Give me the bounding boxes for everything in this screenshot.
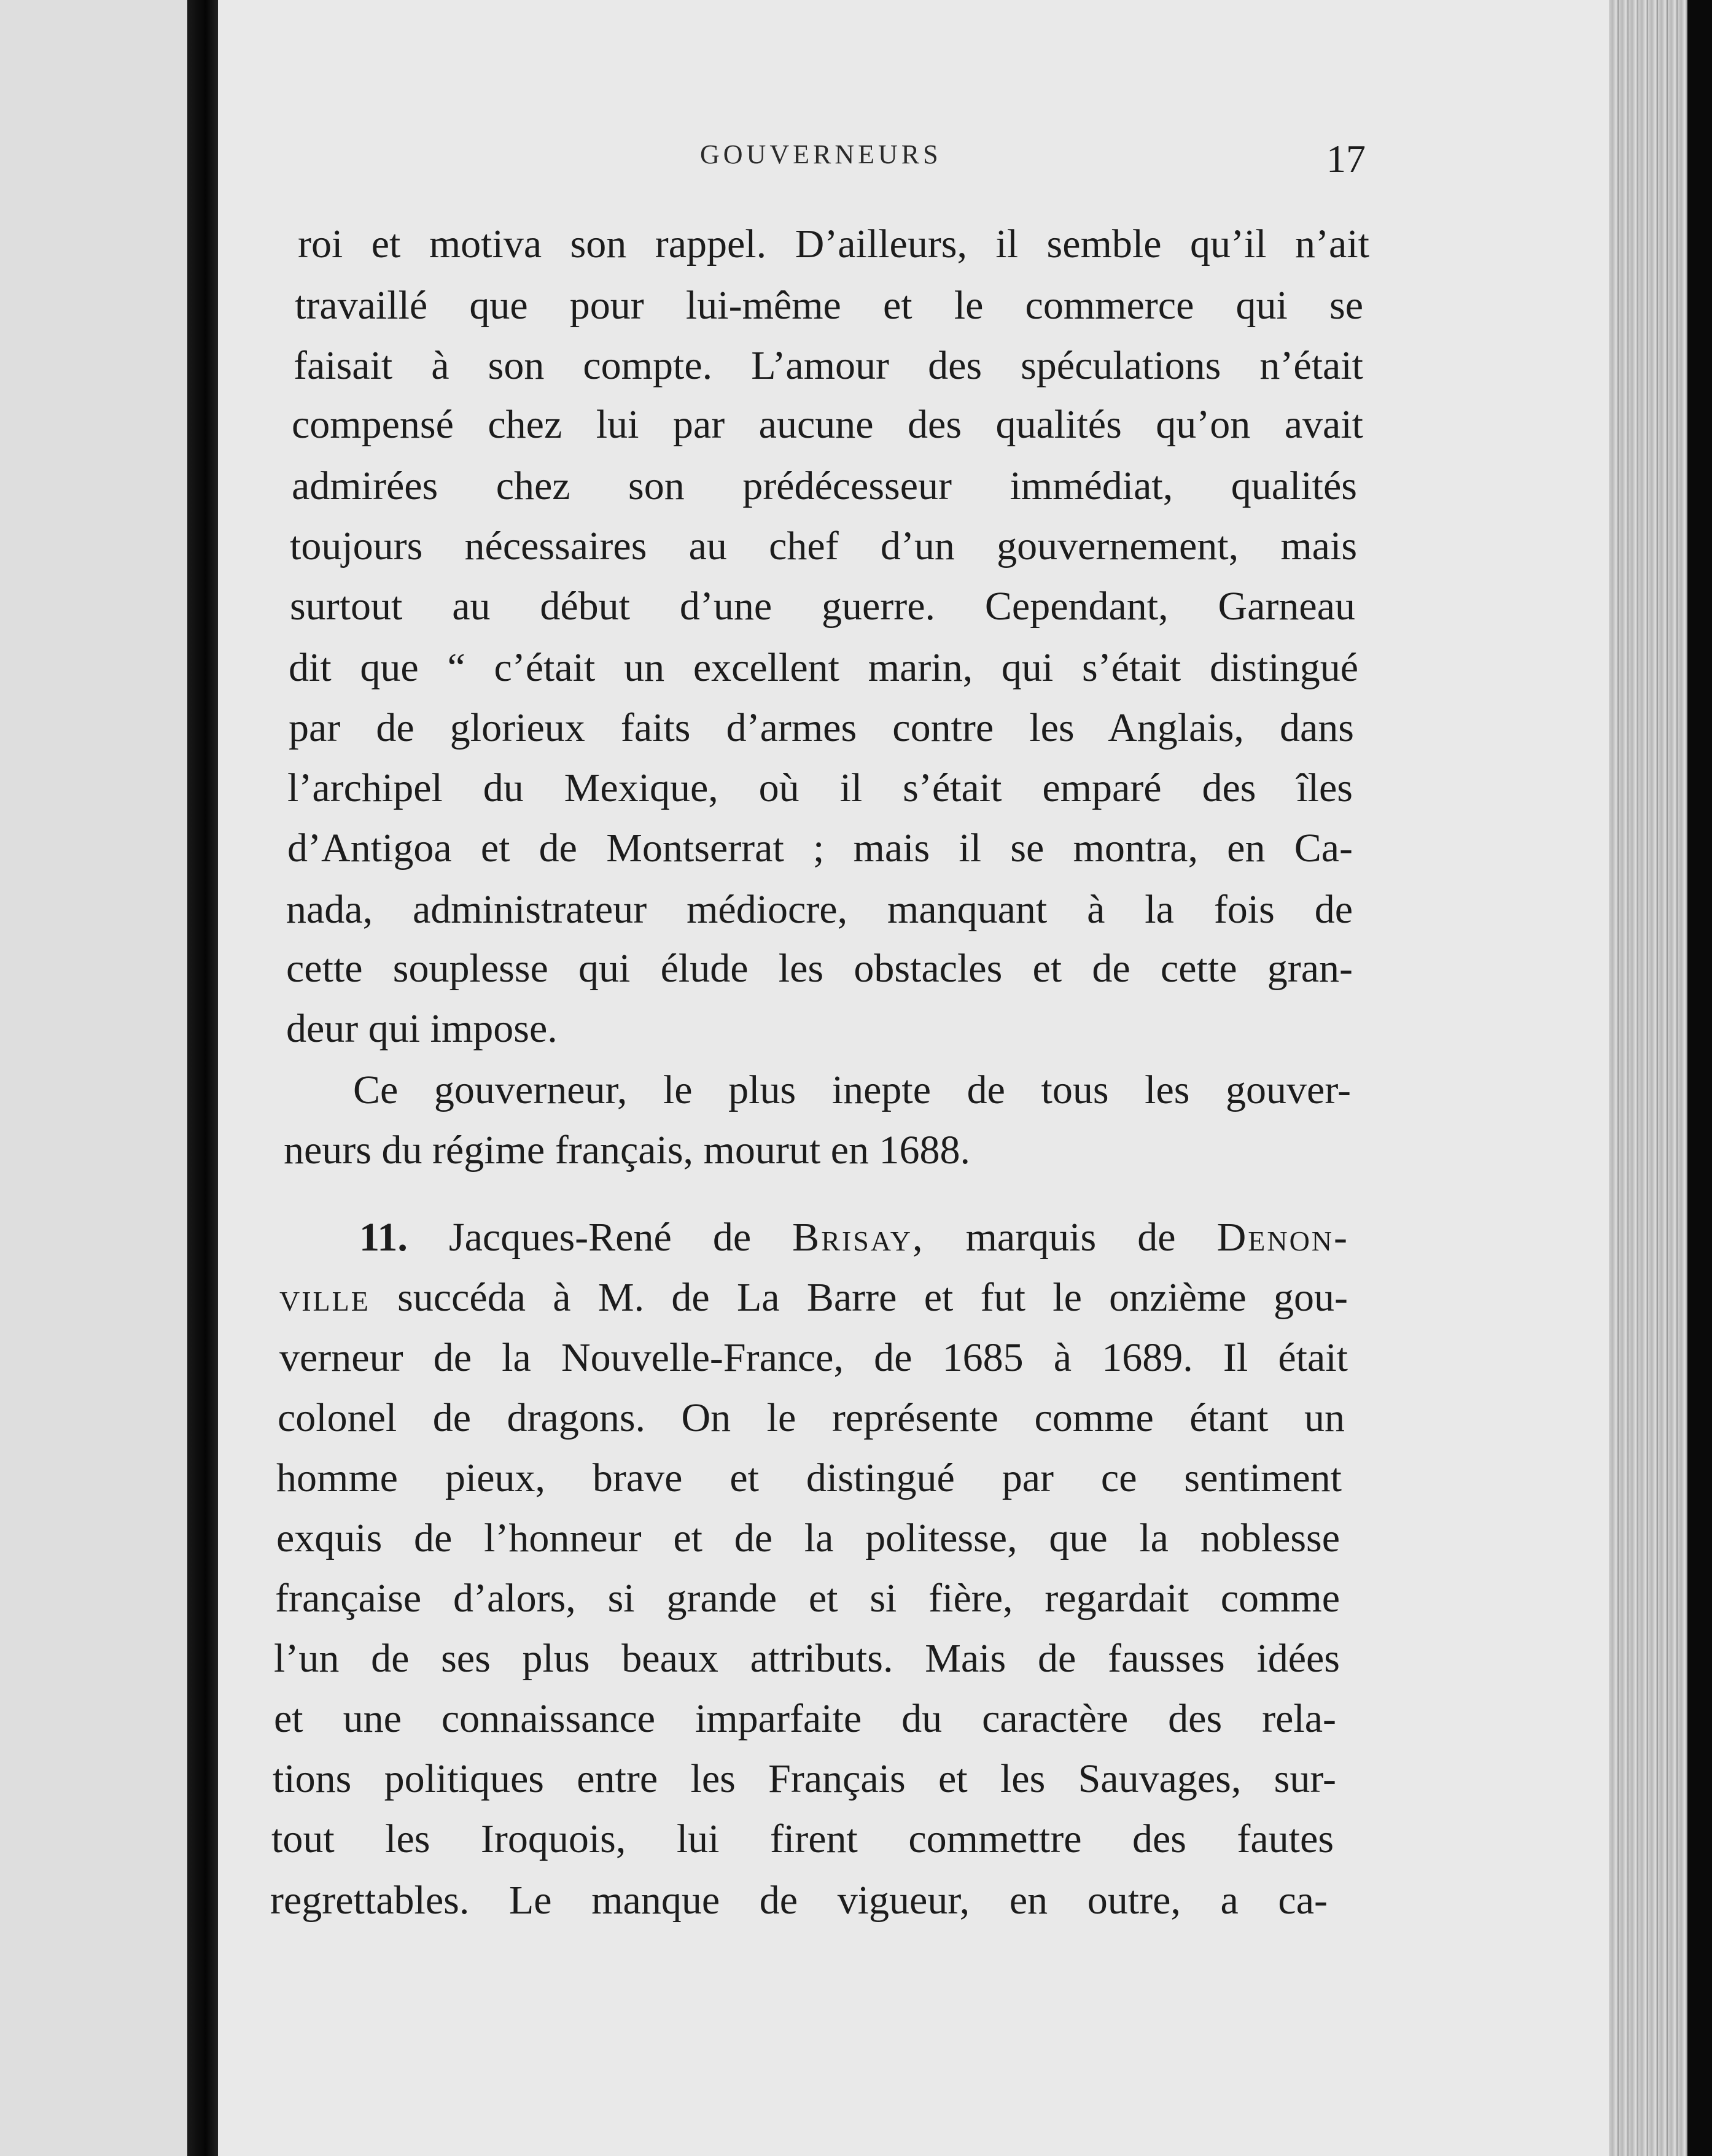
running-head: GOUVERNEURS: [700, 139, 942, 169]
text-line: tions politiques entre les Français et les Sauvages, sur-: [273, 1756, 1336, 1801]
paragraph-number: 11.: [359, 1215, 408, 1260]
text-line: exquis de l’honneur et de la politesse, que la noblesse: [276, 1516, 1340, 1561]
surname: Brisay,: [792, 1215, 925, 1260]
text-line: regrettables. Le manque de vigueur, en outre, a ca-: [270, 1878, 1328, 1923]
text-span: succéda à M. de La Barre et fut le onzième gou-: [397, 1275, 1348, 1320]
left-page: [0, 0, 187, 2156]
paragraph-11-first-line: [359, 1213, 1349, 1262]
text-line: l’archipel du Mexique, où il s’était emparé des îles: [287, 766, 1353, 810]
text-line: homme pieux, brave et distingué par ce sentiment: [276, 1456, 1342, 1500]
text-line: admirées chez son prédécesseur immédiat, qualités: [292, 463, 1357, 508]
text-line: tout les Iroquois, lui firent commettre des fautes: [271, 1817, 1334, 1861]
text-line: Ce gouverneur, le plus inepte de tous les gouver-: [353, 1068, 1351, 1112]
paragraph-11-second-line: [279, 1273, 1348, 1322]
text-line: par de glorieux faits d’armes contre les Anglais, dans: [289, 705, 1354, 750]
text-line: et une connaissance imparfaite du caractère des rela-: [274, 1696, 1336, 1741]
text-line: dit que “ c’était un excellent marin, qui s’était distingué: [289, 645, 1358, 690]
text-span: marquis de: [965, 1215, 1176, 1260]
text-line: roi et motiva son rappel. D’ailleurs, il semble qu’il n’ait: [298, 222, 1369, 266]
text-line: travaillé que pour lui-même et le commerce qui se: [295, 283, 1363, 328]
text-line: compensé chez lui par aucune des qualités qu’on avait: [292, 402, 1363, 447]
book-gutter: [187, 0, 218, 2156]
text-span: Jacques-René de: [448, 1215, 752, 1260]
title-name: Denon-: [1216, 1215, 1350, 1260]
text-line: nada, administrateur médiocre, manquant à la fois de: [286, 887, 1353, 932]
text-line: l’un de ses plus beaux attributs. Mais de fausses idées: [274, 1636, 1340, 1681]
text-line: faisait à son compte. L’amour des spéculations n’était: [294, 343, 1363, 388]
text-line: colonel de dragons. On le représente comme étant un: [278, 1395, 1345, 1440]
page-edges: [1609, 0, 1712, 2156]
text-line: deur qui impose.: [286, 1006, 558, 1051]
title-name: ville: [279, 1275, 370, 1320]
text-line: d’Antigoa et de Montserrat ; mais il se montra, en Ca-: [287, 826, 1353, 871]
text-line: cette souplesse qui élude les obstacles et de cette gran-: [286, 946, 1353, 991]
text-line: toujours nécessaires au chef d’un gouvernement, mais: [290, 524, 1357, 568]
book-cover-edge: [1687, 0, 1712, 2156]
text-line: verneur de la Nouvelle-France, de 1685 à 1689. Il était: [279, 1335, 1348, 1380]
text-line: française d’alors, si grande et si fière, regardait comme: [275, 1576, 1340, 1621]
text-line: surtout au début d’une guerre. Cependant, Garneau: [290, 584, 1355, 629]
page-number: 17: [1326, 137, 1366, 180]
text-line: neurs du régime français, mourut en 1688.: [284, 1128, 971, 1173]
